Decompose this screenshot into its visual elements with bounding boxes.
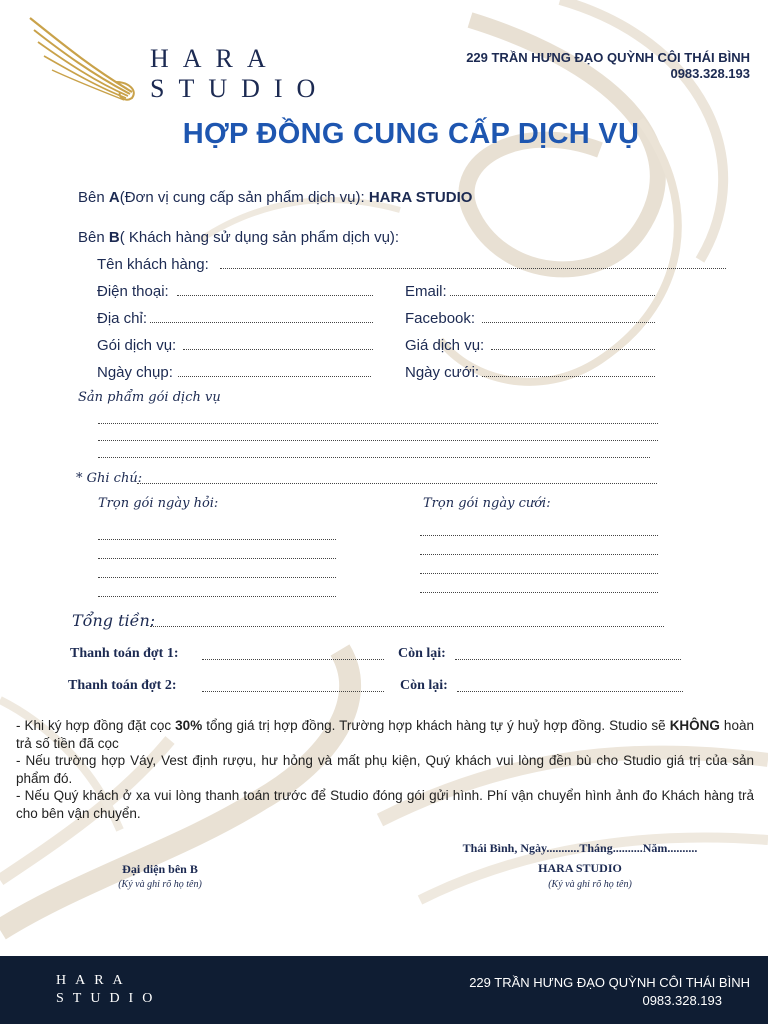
note-line[interactable] xyxy=(137,483,657,484)
payment-2-label: Thanh toán đợt 2: xyxy=(68,678,177,693)
wedding-line-3[interactable] xyxy=(420,573,658,574)
engagement-line-2[interactable] xyxy=(98,558,336,559)
field-shoot-date-line[interactable] xyxy=(178,376,371,377)
field-email-label: Email: xyxy=(405,283,447,300)
field-price-line[interactable] xyxy=(491,349,655,350)
wedding-line-2[interactable] xyxy=(420,554,658,555)
field-customer-name-label: Tên khách hàng: xyxy=(97,256,209,273)
engagement-line-3[interactable] xyxy=(98,577,336,578)
field-address-line[interactable] xyxy=(150,322,373,323)
party-b-line xyxy=(78,229,399,246)
logo-text-studio: STUDIO xyxy=(150,74,330,103)
footer-address: 229 TRẦN HƯNG ĐẠO QUỲNH CÔI THÁI BÌNH xyxy=(469,975,750,990)
page-title: HỢP ĐỒNG CUNG CẤP DỊCH VỤ xyxy=(182,118,640,150)
wing-logo-icon xyxy=(20,12,145,104)
field-email-line[interactable] xyxy=(450,295,655,296)
header-address: 229 TRẦN HƯNG ĐẠO QUỲNH CÔI THÁI BÌNH xyxy=(466,50,750,65)
field-customer-name-line[interactable] xyxy=(220,268,726,269)
remaining-1-line[interactable] xyxy=(455,659,681,660)
logo-text-hara: HARA xyxy=(150,44,280,73)
engagement-line-4[interactable] xyxy=(98,596,336,597)
field-phone-line[interactable] xyxy=(177,295,373,296)
term-1-part-a: - Khi ký hợp đồng đặt cọc xyxy=(16,718,176,733)
payment-1-label: Thanh toán đợt 1: xyxy=(70,646,179,661)
products-line-1[interactable] xyxy=(98,423,658,424)
products-line-2[interactable] xyxy=(98,440,658,441)
products-heading: Sản phẩm gói dịch vụ xyxy=(78,390,221,405)
party-a-desc: (Đơn vị cung cấp sản phẩm dịch vụ): xyxy=(119,189,369,206)
party-a-prefix: Bên xyxy=(78,189,109,206)
field-facebook-label: Facebook: xyxy=(405,310,476,327)
field-wedding-date-line[interactable] xyxy=(482,376,655,377)
signature-rep-a: HARA STUDIO xyxy=(538,861,622,875)
signature-date-line: Thái Bình, Ngày...........Tháng..........Năm.......... xyxy=(462,841,698,855)
engagement-line-1[interactable] xyxy=(98,539,336,540)
term-1 xyxy=(16,717,754,752)
field-facebook-line[interactable] xyxy=(482,322,655,323)
terms-block xyxy=(16,717,754,822)
engagement-package-label: Trọn gói ngày hỏi: xyxy=(98,496,219,511)
field-wedding-date-label: Ngày cưới: xyxy=(405,364,480,381)
footer-logo-studio: STUDIO xyxy=(56,991,162,1006)
field-package-line[interactable] xyxy=(183,349,373,350)
party-b-prefix: Bên xyxy=(78,229,109,246)
remaining-2-label: Còn lại: xyxy=(400,678,448,693)
remaining-1-label: Còn lại: xyxy=(398,646,446,661)
wedding-line-1[interactable] xyxy=(420,535,658,536)
footer-logo-hara: HARA xyxy=(56,973,132,988)
footer xyxy=(0,956,768,1024)
party-a-letter: A xyxy=(108,189,120,206)
signature-rep-a-note: (Ký và ghi rõ họ tên) xyxy=(548,879,632,890)
field-price-label: Giá dịch vụ: xyxy=(405,337,485,354)
signature-rep-b-note: (Ký và ghi rõ họ tên) xyxy=(118,879,202,890)
field-phone-label: Điện thoại: xyxy=(97,283,169,300)
signature-rep-b: Đại diện bên B xyxy=(122,862,198,876)
total-line[interactable] xyxy=(150,626,664,627)
term-1-emphasis: KHÔNG xyxy=(669,718,720,733)
payment-1-line[interactable] xyxy=(202,659,384,660)
payment-2-line[interactable] xyxy=(202,691,384,692)
field-shoot-date-label: Ngày chụp: xyxy=(97,364,173,381)
field-package-label: Gói dịch vụ: xyxy=(97,337,177,354)
wedding-package-label: Trọn gói ngày cưới: xyxy=(423,496,551,511)
term-1-part-b: tổng giá trị hợp đồng. Trường hợp khách hàng tự ý huỷ hợp đồng. Studio sẽ xyxy=(202,718,670,733)
term-2: - Nếu trường hợp Váy, Vest định rượu, hư hỏng và mất phụ kiện, Quý khách vui lòng đền bù cho Studio giá trị của sản phẩm đó. xyxy=(16,753,754,786)
wedding-line-4[interactable] xyxy=(420,592,658,593)
total-label: Tổng tiền: xyxy=(72,611,156,630)
field-address-label: Địa chỉ: xyxy=(97,310,148,327)
term-1-percent: 30% xyxy=(175,718,203,733)
party-b-letter: B xyxy=(108,229,120,246)
header xyxy=(0,0,768,110)
products-line-3[interactable] xyxy=(98,457,650,458)
remaining-2-line[interactable] xyxy=(457,691,683,692)
term-3: - Nếu Quý khách ở xa vui lòng thanh toán trước để Studio đóng gói gửi hình. Phí vận chuyển hình ảnh đo Khách hàng trả cho bên vận chuyển. xyxy=(16,788,754,821)
footer-phone: 0983.328.193 xyxy=(642,993,722,1008)
note-label: * Ghi chú: xyxy=(76,471,143,486)
party-a-line xyxy=(78,189,472,206)
party-b-desc: ( Khách hàng sử dụng sản phẩm dịch vụ): xyxy=(119,229,400,246)
party-a-name: HARA STUDIO xyxy=(368,189,473,206)
header-phone: 0983.328.193 xyxy=(670,66,750,81)
term-1-part-c: hoàn trả số tiền đã cọc xyxy=(16,718,754,751)
